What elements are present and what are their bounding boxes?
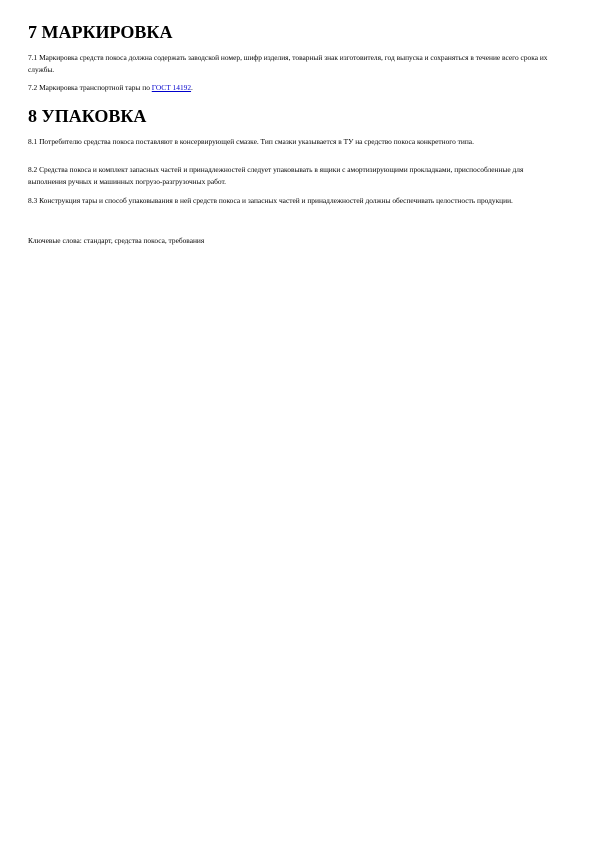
keywords-line: Ключевые слова: стандарт, средства покоса, требования bbox=[28, 236, 205, 245]
section-heading-marking: 7 МАРКИРОВКА bbox=[28, 22, 173, 42]
paragraph-8-1: 8.1 Потребителю средства покоса поставляют в консервирующей смазке. Тип смазки указывается в ТУ на средство покоса конкретного типа. bbox=[28, 137, 474, 146]
gost-14192-link[interactable]: ГОСТ 14192 bbox=[151, 83, 192, 92]
section-heading-packing: 8 УПАКОВКА bbox=[28, 106, 147, 126]
paragraph-8-2: 8.2 Средства покоса и комплект запасных частей и принадлежностей следует упаковывать в ящики с амортизирующими прокладками, приспособленные для выполнения ручных и машинных погрузо-разгрузочных работ. bbox=[28, 165, 524, 186]
paragraph-8-3: 8.3 Конструкция тары и способ упаковывания в ней средств покоса и запасных частей и принадлежностей должны обеспечивать целостность продукции. bbox=[28, 196, 513, 205]
paragraph-7-2-end: . bbox=[191, 83, 193, 92]
paragraph-7-2-text: 7.2 Маркировка транспортной тары по bbox=[28, 83, 152, 92]
paragraph-7-1: 7.1 Маркировка средств покоса должна содержать заводской номер, шифр изделия, товарный знак изготовителя, год выпуска и сохраняться в течение всего срока их службы. bbox=[28, 53, 548, 74]
paragraph-7-2 bbox=[28, 82, 558, 94]
